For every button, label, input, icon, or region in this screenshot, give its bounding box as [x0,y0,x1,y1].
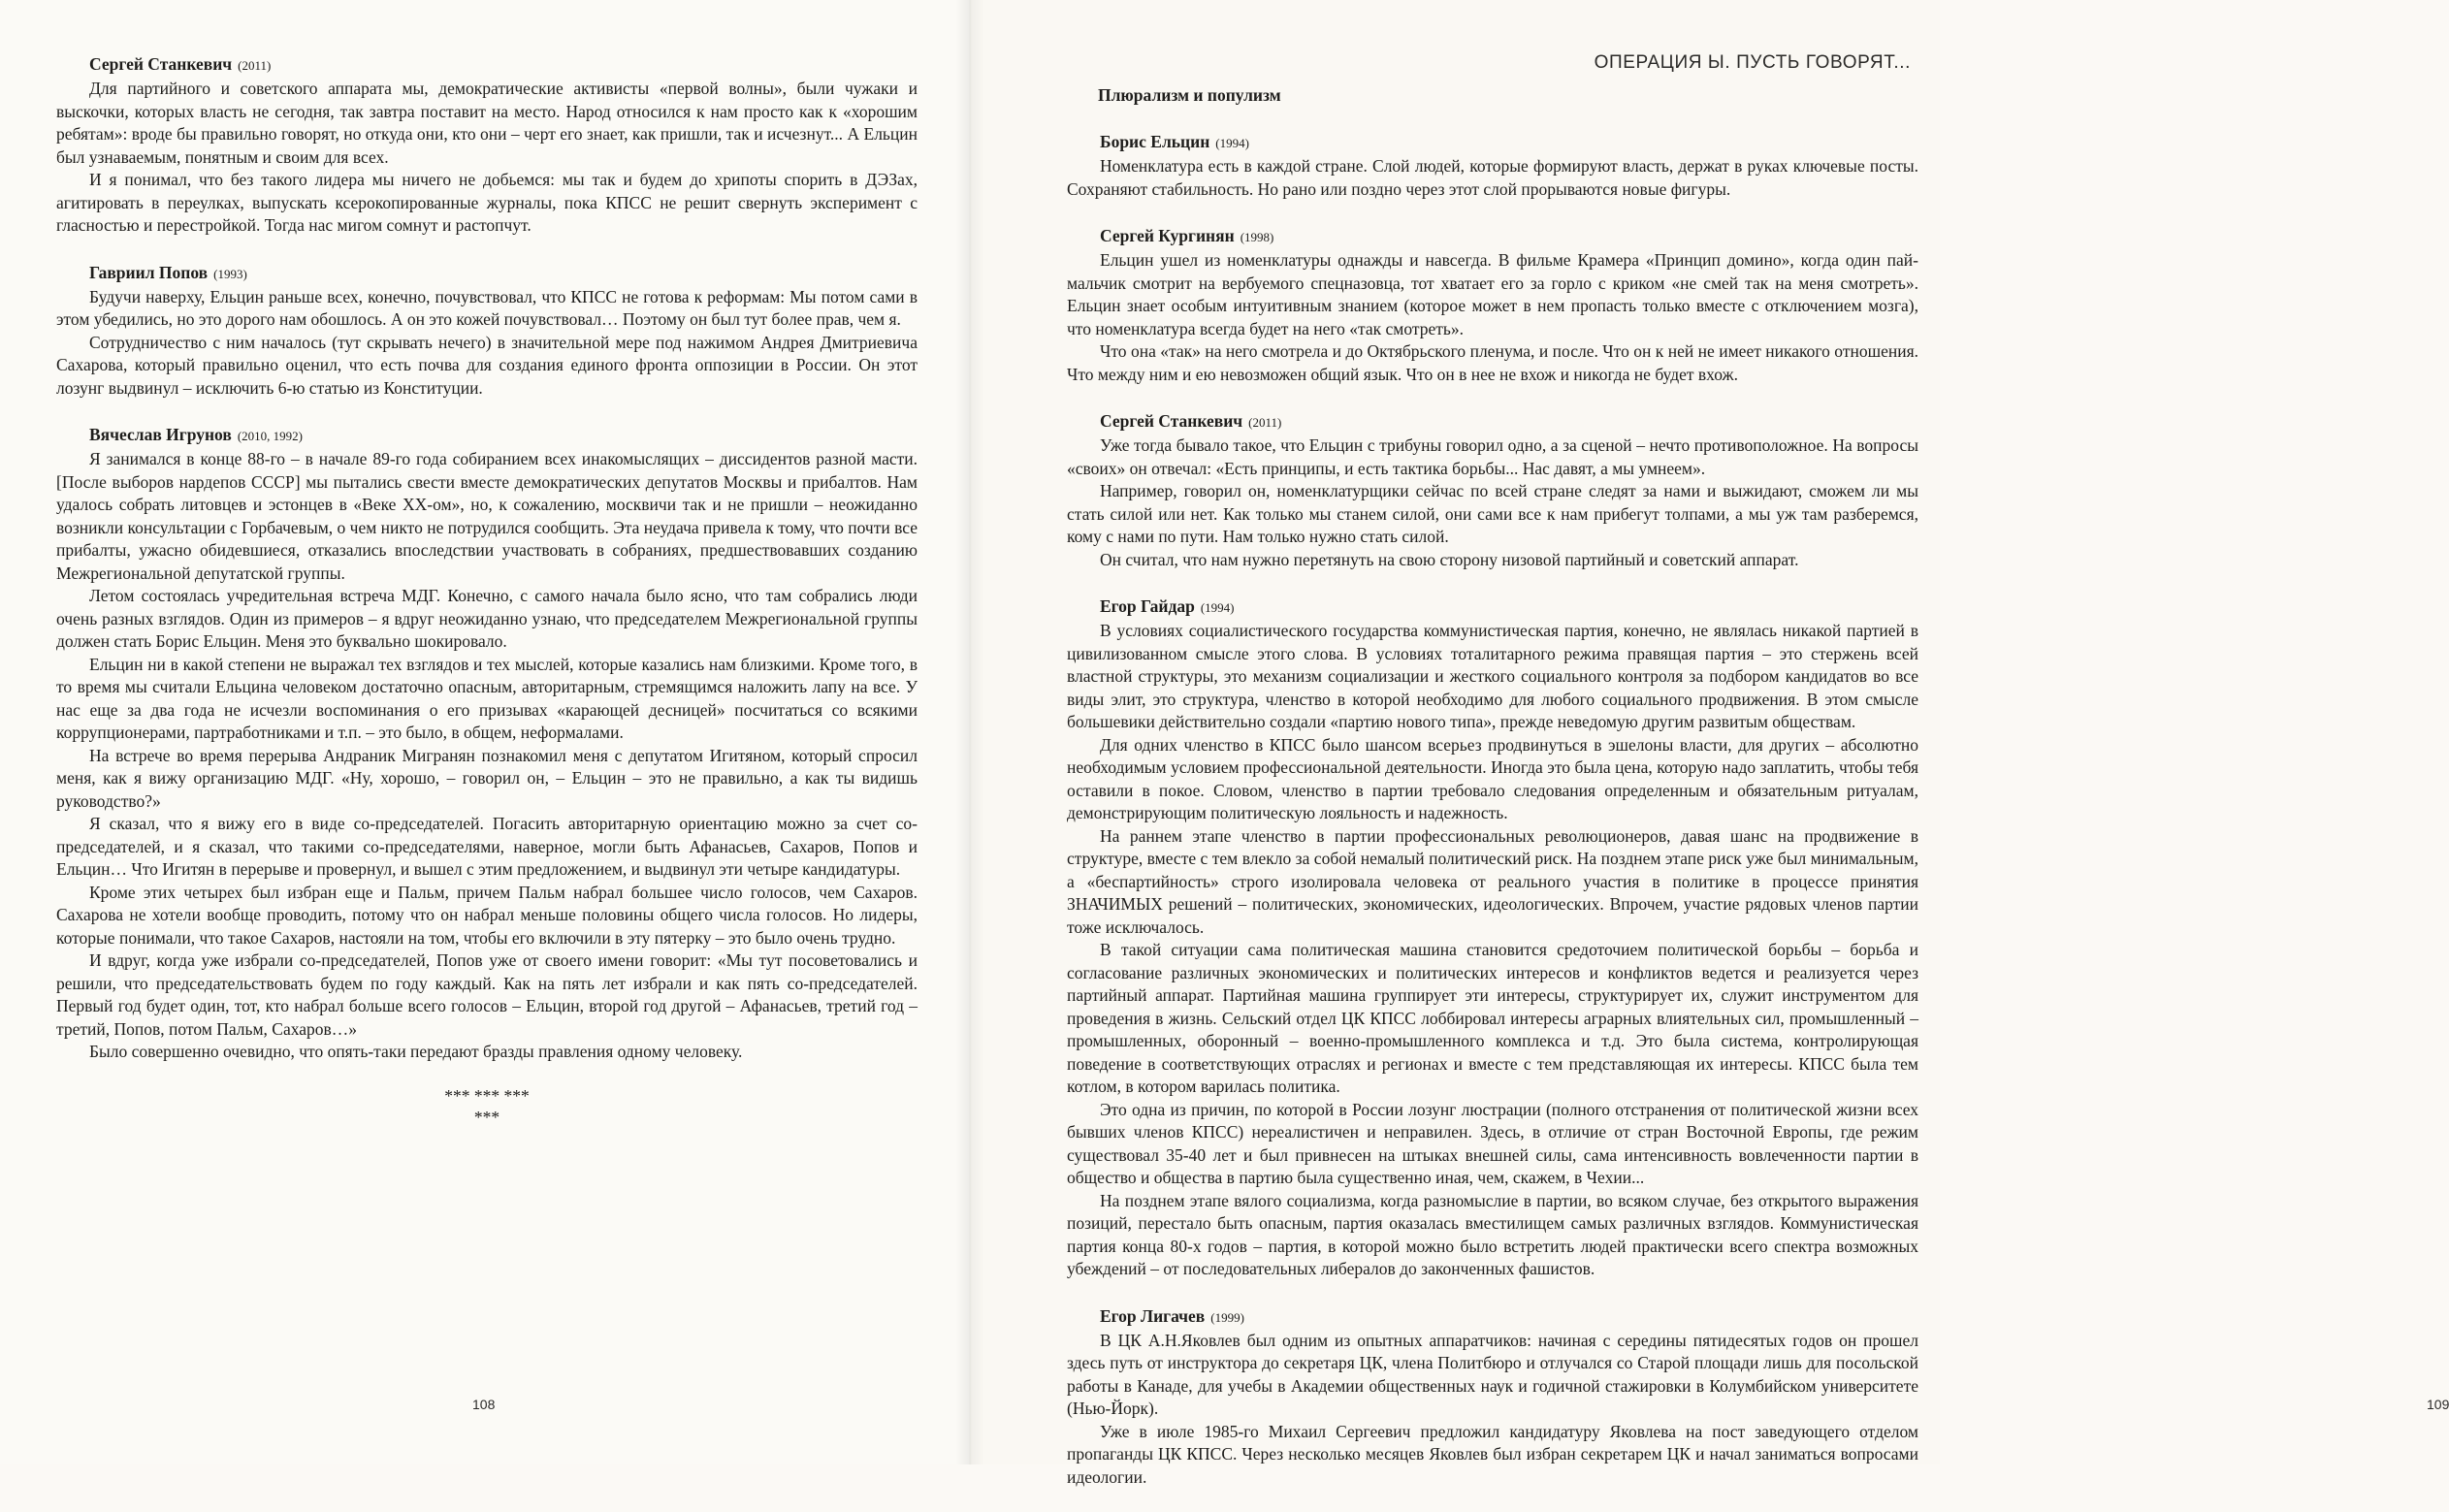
paragraph: И вдруг, когда уже избрали со-председателей, Попов уже от своего имени говорит: «Мы тут посоветовались и решили, что председательствовать будем по году каждый. Как на пять лет избрали и как пять со-председателей. Первый год будет один, тот, кто набрал больше всего голосов – Ельцин, второй год другой – Афанасьев, третий год – третий, Попов, потом Пальм, Сахаров…» [56,950,918,1039]
speaker-line [1067,595,1918,620]
section-title: Плюрализм и популизм [1098,85,1281,105]
quote-entry [56,261,918,401]
paragraph: Это одна из причин, по которой в России лозунг люстрации (полного отстранения от политической жизни всех бывших членов КПСС) нереалистичен и неправилен. Здесь, в отличие от стран Восточной Европы, где режим существовал 35-40 лет и был привнесен на штыках внешней силы, сама интенсивность вовлеченности партии в общество и общества в партию была существенно иная, чем, скажем, в Чехии... [1067,1099,1918,1187]
speaker-name: Сергей Станкевич [89,54,233,74]
speaker-name: Егор Гайдар [1100,596,1195,616]
page-number: 108 [472,1397,496,1412]
paragraph: Я сказал, что я вижу его в виде со-председателей. Погасить авторитарную ориентацию можно за счет со-председателей, и я сказал, что такими со-председателями, наверное, могли быть Афанасьев, Сахаров, Попов и Ельцин… Что Игитян в перерыве и провернул, и вышел с этим предложением, и выдвинул эти четыре кандидатуры. [56,814,918,879]
speaker-year: (1999) [1210,1309,1244,1325]
speaker-name: Сергей Кургинян [1100,226,1235,245]
speaker-year: (1998) [1240,230,1274,244]
quote-entry [56,423,918,1064]
speaker-line [1067,409,1918,434]
speaker-line [56,52,918,78]
speaker-year: (2010, 1992) [237,429,303,443]
separator-stars: *** *** *** [444,1085,530,1106]
paragraph: Ельцин ушел из номенклатуры однажды и навсегда. В фильме Крамера «Принцип домино», когда один пай-мальчик смотрит на вербуемого спецназовца, тот хватает его за горло с криком «не смей так на меня смотреть». Ельцин знает особым интуитивным знанием (которое может в нем пропасть только вместе с отключением мозга), что номенклатура всегда будет на него «так смотреть». [1067,250,1918,338]
running-head: ОПЕРАЦИЯ Ы. ПУСТЬ ГОВОРЯТ... [1594,52,1911,73]
speaker-name: Вячеслав Игрунов [89,425,232,444]
paragraph: Было совершенно очевидно, что опять-таки передают бразды правления одному человеку. [89,1042,743,1061]
paragraph: И я понимал, что без такого лидера мы ничего не добьемся: мы так и будем до хрипоты спорить в ДЭЗах, агитировать в переулках, выпускать ксерокопированные журналы, пока КПСС не решит свернуть эксперимент с гласностью и перестройкой. Тогда нас мигом сомнут и растопчут. [56,170,918,235]
left-page-content [56,52,918,1128]
quote-entry [1067,1304,1918,1490]
right-page-content [1067,83,1918,1512]
paragraph: Я занимался в конце 88-го – в начале 89-го года собиранием всех инакомыслящих – диссидентов разной масти. [После выборов нардепов СССР] мы пытались свести вместе демократических депутатов Москвы и прибалтов. Нам удалось собрать литовцев и эстонцев в «Веке ХХ-ом», но, к сожалению, москвичи так и не пришли – неожиданно возникли консультации с Горбачевым, о чем никто не потрудился сообщить. Эта неудача привела к тому, что почти все прибалты, ужасно обидевшиеся, отказались впоследствии участвовать в собраниях, предшествовавших созданию Межрегиональной депутатской группы. [56,449,918,583]
speaker-year: (1994) [1200,600,1235,615]
speaker-line [1067,1304,1918,1330]
speaker-year: (1994) [1215,136,1249,150]
paragraph: Что она «так» на него смотрела и до Октябрьского пленума, и после. Что он к ней не имеет никакого отношения. Что между ним и ею невозможен общий язык. Что он в нее не вхож и никогда не будет вхож. [1067,341,1918,384]
paragraph: Уже в июле 1985-го Михаил Сергеевич предложил кандидатуру Яковлева на пост заведующего отделом пропаганды ЦК КПСС. Через несколько месяцев Яковлев был избран секретарем ЦК и начал заниматься вопросами идеологии. [1067,1421,1918,1487]
quote-entry [1067,409,1918,571]
paragraph: На раннем этапе членство в партии профессиональных революционеров, давая шанс на продвижение в структуре, вместе с тем влекло за собой немалый политический риск. На позднем этапе риск уже был минимальным, а «беспартийность» строго изолировала человека от реального участия в политике в процессе принятия ЗНАЧИМЫХ решений – политических, экономических, идеологических. Впрочем, участие рядовых членов партии тоже исключалось. [1067,825,1918,937]
quote-entry [1067,224,1918,386]
paragraph: В такой ситуации сама политическая машина становится средоточием политической борьбы – борьба и согласование различных экономических и политических интересов и конфликтов ведется и реализуется через партийный аппарат. Партийная машина группирует эти интересы, структурирует их, служит инструментом для проведения в жизнь. Сельский отдел ЦК КПСС лоббировал интересы аграрных влиятельных сил, промышленный – промышленных, оборонный – военно-промышленного комплекса и т.д. Это была система, контролирующая поведение в соответствующих отраслях и регионах и вместе с тем представляющая их интересы. КПСС была тем котлом, в котором варилась политика. [1067,940,1918,1096]
speaker-name: Гавриил Попов [89,262,209,282]
paragraph: Для партийного и советского аппарата мы, демократические активисты «первой волны», были чужаки и выскочки, которых власть не сегодня, так завтра поставит на место. Народ относился к нам просто как к «хорошим ребятам»: вроде бы правильно говорят, но откуда они, кто они – черт его знает, как пришли, так и исчезнут... А Ельцин был узнаваемым, понятным и своим для всех. [56,79,918,167]
page-number: 109 [2427,1397,2449,1412]
paragraph: Он считал, что нам нужно перетянуть на свою сторону низовой партийный и советский аппарат. [1100,549,1799,569]
book-gutter-shadow [955,0,984,1464]
paragraph: В условиях социалистического государства коммунистическая партия, конечно, не являлась никакой партией в цивилизованном смысле этого слова. В условиях тоталитарного режима правящая партия – это стержень всей властной структуры, это механизм социализации и жесткого социального контроля за подбором кандидатов во все виды элит, это структура, членство в которой необходимо для любого социального продвижения. В этом смысле большевики действительно создали «партию нового типа», прежде неведомую другим развитым обществам. [1067,621,1918,731]
paragraph: Номенклатура есть в каждой стране. Слой людей, которые формируют власть, держат в руках ключевые посты. Сохраняют стабильность. Но рано или поздно через этот слой прорываются новые фигуры. [1067,156,1918,199]
paragraph: Для одних членство в КПСС было шансом всерьез продвинуться в эшелоны власти, для других – абсолютно необходимым условием профессиональной деятельности. Иногда это была цена, которую надо заплатить, чтобы тебя оставили в покое. Словом, членство в партии требовало следования определенным и обязательным ритуалам, демонстрирующим политическую лояльность и надежность. [1067,734,1918,822]
speaker-year: (2011) [238,58,272,73]
paragraph: Летом состоялась учредительная встреча МДГ. Конечно, с самого начала было ясно, что там собрались люди очень разных взглядов. Один из примеров – я вдруг неожиданно узнаю, что председателем Межрегиональной группы должен стать Борис Ельцин. Меня это буквально шокировало. [56,586,918,651]
paragraph: В ЦК А.Н.Яковлев был одним из опытных аппаратчиков: начиная с середины пятидесятых годов он прошел здесь путь от инструктора до секретаря ЦК, члена Политбюро и отлучался со Старой площади лишь для посольской работы в Канаде, для учебы в Академии общественных наук и годичной стажировки в Колумбийском университете (Нью-Йорк). [1067,1330,1918,1418]
paragraph: Будучи наверху, Ельцин раньше всех, конечно, почувствовал, что КПСС не готова к реформам: Мы потом сами в этом убедились, но это дорого нам обошлось. А он это кожей почувствовал… Поэтому он был тут более прав, чем я. [56,286,918,329]
speaker-line [56,261,918,286]
paragraph: Сотрудничество с ним началось (тут скрывать нечего) в значительной мере под нажимом Андрея Дмитриевича Сахарова, который правильно оценил, что есть почва для создания единого фронта оппозиции в России. Он этот лозунг выдвинул – исключить 6-ю статью из Конституции. [56,332,918,398]
right-page [970,0,2449,1487]
quote-entry [1067,595,1918,1281]
paragraph: На встрече во время перерыва Андраник Мигранян познакомил меня с депутатом Игитяном, который спросил меня, как я вижу организацию МДГ. «Ну, хорошо, – говорил он, – Ельцин – это не правильно, а как ты видишь руководство?» [56,745,918,811]
speaker-name: Борис Ельцин [1100,132,1210,151]
quote-entry [1067,130,1918,201]
paragraph: На позднем этапе вялого социализма, когда разномыслие в партии, во всяком случае, без открытого выражения позиций, перестало быть опасным, партия оказалась вместилищем самых различных взглядов. Коммунистическая партия конца 80-х годов – партия, в которой можно было встретить людей практически всего спектра возможных убеждений – от последовательных либералов до законченных фашистов. [1067,1190,1918,1278]
speaker-line [56,423,918,448]
paragraph: Ельцин ни в какой степени не выражал тех взглядов и тех мыслей, которые казались нам близкими. Кроме того, в то время мы считали Ельцина человеком достаточно опасным, авторитарным, стремящимся наложить лапу на все. У нас еще за два года не исчезли воспоминания о его призывах «карающей десницей» посчитаться со всякими коррупционерами, партработниками и т.п. – это было, в общем, неформалами. [56,654,918,742]
left-page [0,0,970,1464]
separator-stars: *** [473,1107,500,1127]
speaker-name: Сергей Станкевич [1100,411,1243,431]
speaker-name: Егор Лигачев [1100,1305,1206,1326]
speaker-line [1067,130,1918,155]
quote-entry [56,52,918,238]
paragraph: Например, говорил он, номенклатурщики сейчас по всей стране следят за нами и выжидают, сможем ли мы стать силой или нет. Как только мы станем силой, они сами все к нам прибегут толпами, а мы уж там разберемся, кому с нами по пути. Нам только нужно стать силой. [1067,481,1918,546]
speaker-year: (2011) [1248,415,1282,430]
speaker-year: (1993) [213,266,247,281]
speaker-line [1067,224,1918,249]
paragraph: Кроме этих четырех был избран еще и Пальм, причем Пальм набрал большее число голосов, чем Сахаров. Сахарова не хотели вообще проводить, потому что он набрал меньше половины общего числа голосов. Но лидеры, которые понимали, что такое Сахаров, настояли на том, чтобы его включили в эту пятерку – это было очень трудно. [56,882,918,948]
section-separator [56,1085,918,1128]
paragraph: Уже тогда бывало такое, что Ельцин с трибуны говорил одно, а за сценой – нечто противоположное. На вопросы «своих» он отвечал: «Есть принципы, и есть тактика борьбы... Нас давят, а мы умнеем». [1067,435,1918,478]
